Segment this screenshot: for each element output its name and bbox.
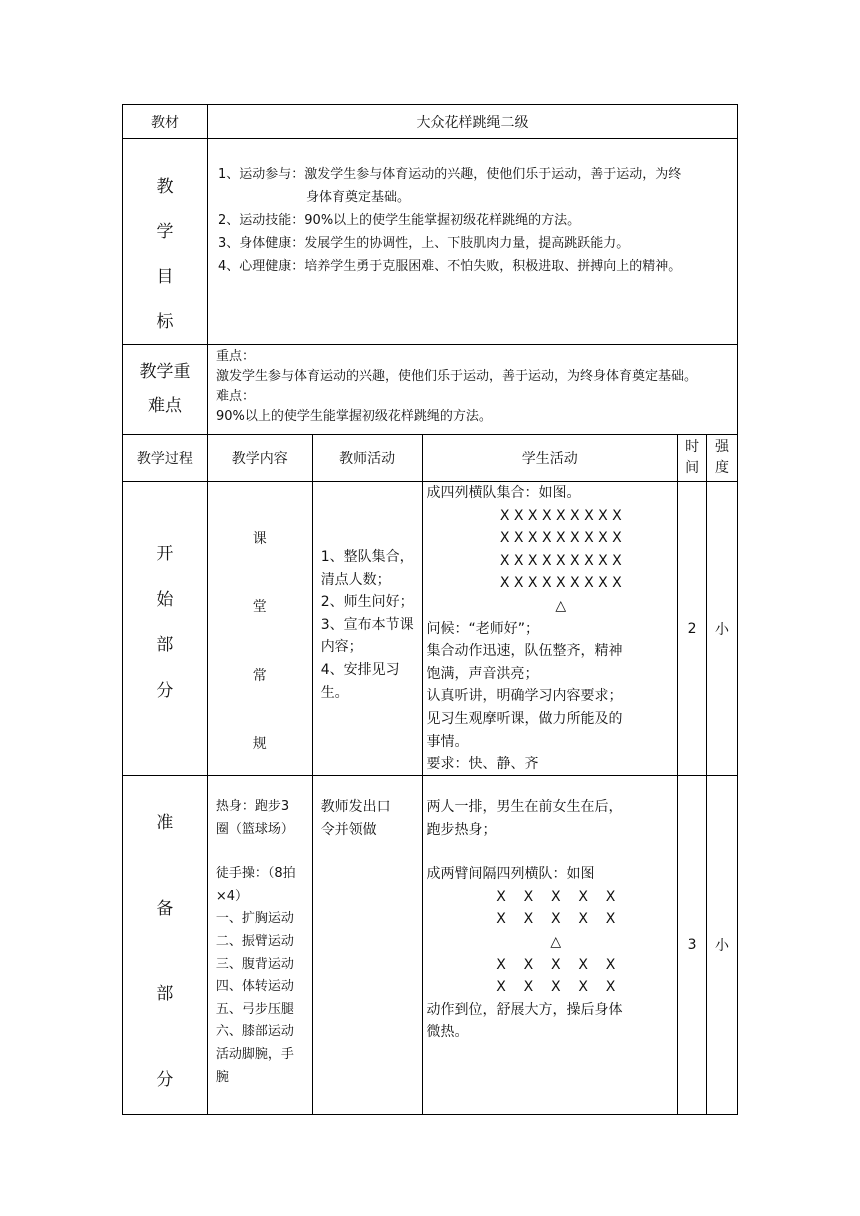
opening-label-char: 始 (156, 589, 174, 610)
content-line: 热身：跑步3 (215, 799, 290, 814)
opening-time: 2 (678, 482, 707, 775)
content-line: 一、扩胸运动 (215, 911, 294, 927)
opening-label-char: 开 (156, 544, 174, 564)
teacher-line: 生。 (320, 684, 349, 701)
preparation-label-char: 准 (156, 813, 174, 833)
objectives-label-char: 标 (156, 312, 174, 332)
columns-header-row (122, 434, 738, 481)
opening-intensity: 小 (707, 482, 738, 775)
content-line: 腕 (215, 1069, 229, 1085)
objective-item: 2、运动技能：90%以上的使学生能掌握初级花样跳绳的方法。 (218, 213, 581, 228)
preparation-label (123, 776, 208, 1114)
student-line: 跑步热身； (426, 821, 497, 838)
preparation-intensity: 小 (707, 776, 738, 1114)
content-line: 五、弓步压腿 (215, 1001, 294, 1017)
student-line: 两人一排，男生在前女生在后， (426, 799, 623, 815)
student-line: 成四列横队集合：如图。 (426, 485, 581, 501)
preparation-label-char: 分 (156, 1069, 174, 1090)
key-points-text (208, 345, 738, 434)
objectives-label-char: 目 (156, 267, 174, 287)
objective-item: 3、身体健康：发展学生的协调性，上、下肢肌肉力量，提高跳跃能力。 (218, 236, 630, 251)
student-line: 要求：快、静、齐 (426, 756, 539, 773)
student-line: 动作到位，舒展大方，操后身体 (426, 1001, 623, 1018)
content-line: 四、体转运动 (215, 979, 294, 995)
material-label: 教材 (123, 105, 208, 138)
col-time (678, 435, 707, 481)
col-content: 教学内容 (208, 435, 313, 481)
col-intensity (707, 435, 738, 481)
preparation-section-row (122, 775, 738, 1115)
formation-row: X X X X X X X X X (499, 530, 622, 547)
key-point-line: 重点： (216, 349, 256, 364)
formation-row: X X X X X X X X X (499, 507, 622, 524)
preparation-label-char: 备 (156, 898, 174, 919)
preparation-content (208, 776, 313, 1114)
key-point-line: 难点： (216, 389, 256, 404)
student-line: 微热。 (426, 1024, 469, 1041)
teacher-line: 3、宣布本节课 (320, 616, 414, 633)
formation-row: X X X X X X X X X (499, 552, 622, 569)
content-line: 六、膝部运动 (215, 1024, 294, 1040)
col-process: 教学过程 (123, 435, 208, 481)
objectives-row (122, 138, 738, 344)
formation-teacher-marker: △ (550, 933, 562, 950)
objective-item-cont: 身体育奠定基础。 (306, 190, 411, 205)
col-time-char: 时 (685, 439, 700, 455)
key-points-row (122, 344, 738, 434)
key-points-label (123, 345, 208, 434)
student-line: 事情。 (426, 733, 469, 750)
col-student: 学生活动 (423, 435, 679, 481)
teacher-line: 教师发出口 (320, 799, 391, 815)
student-line: 问候：“老师好”； (426, 620, 540, 637)
opening-label-char: 分 (156, 680, 174, 701)
preparation-student (423, 776, 679, 1114)
opening-content (208, 482, 313, 775)
preparation-time: 3 (678, 776, 707, 1114)
opening-label (123, 482, 208, 775)
key-point-line: 90%以上的使学生能掌握初级花样跳绳的方法。 (216, 409, 492, 424)
opening-content-char: 规 (252, 735, 267, 752)
key-points-label-line: 难点 (148, 396, 182, 416)
formation-row: X X X X X (496, 888, 616, 905)
objective-item: 1、运动参与：激发学生参与体育运动的兴趣，使他们乐于运动，善于运动，为终 (218, 167, 682, 182)
objectives-label-char: 学 (156, 222, 174, 242)
opening-student (423, 482, 679, 775)
objective-item: 4、心理健康：培养学生勇于克服困难、不怕失败，积极进取、拼搏向上的精神。 (218, 259, 682, 274)
objectives-label-char: 教 (156, 177, 174, 197)
material-value: 大众花样跳绳二级 (208, 105, 738, 138)
opening-content-char: 堂 (252, 599, 267, 616)
student-line: 饱满，声音洪亮； (426, 665, 539, 682)
material-row (122, 104, 738, 138)
teacher-line: 清点人数； (320, 571, 391, 588)
student-line: 认真听讲，明确学习内容要求； (426, 688, 623, 705)
opening-teacher (313, 482, 423, 775)
formation-row: X X X X X (496, 911, 616, 928)
lesson-plan-table (122, 104, 738, 1115)
formation-row: X X X X X (496, 956, 616, 973)
formation-teacher-marker: △ (555, 597, 567, 614)
student-line: 集合动作迅速，队伍整齐，精神 (426, 643, 623, 660)
student-line: 见习生观摩听课，做力所能及的 (426, 710, 623, 727)
formation-row: X X X X X X X X X (499, 575, 622, 592)
objectives-label (123, 139, 208, 344)
col-intensity-char: 强 (715, 439, 730, 455)
objectives-list (208, 139, 738, 344)
content-line: 圈（篮球场） (215, 821, 294, 837)
opening-section-row (122, 481, 738, 775)
col-time-char: 间 (685, 460, 700, 476)
teacher-line: 2、师生问好； (320, 594, 414, 611)
content-line: ×4） (215, 888, 249, 904)
key-point-line: 激发学生参与体育运动的兴趣，使他们乐于运动，善于运动，为终身体育奠定基础。 (216, 369, 698, 384)
opening-label-char: 部 (156, 635, 174, 656)
teacher-line: 令并领做 (320, 821, 377, 838)
key-points-label-line: 教学重 (139, 362, 191, 382)
preparation-teacher (313, 776, 423, 1114)
col-intensity-char: 度 (715, 460, 730, 476)
opening-content-char: 课 (252, 531, 267, 547)
content-line: 三、腹背运动 (215, 956, 294, 972)
student-line: 成两臂间隔四列横队：如图 (426, 866, 595, 883)
teacher-line: 内容； (320, 639, 363, 656)
formation-row: X X X X X (496, 979, 616, 996)
col-teacher: 教师活动 (313, 435, 423, 481)
content-line: 活动脚腕，手 (215, 1046, 294, 1062)
teacher-line: 4、安排见习 (320, 661, 400, 678)
content-line: 徒手操：（8拍 (215, 866, 296, 882)
teacher-line: 1、整队集合， (320, 549, 414, 565)
preparation-label-char: 部 (156, 984, 174, 1005)
content-line: 二、振臂运动 (215, 933, 294, 949)
opening-content-char: 常 (252, 667, 267, 684)
